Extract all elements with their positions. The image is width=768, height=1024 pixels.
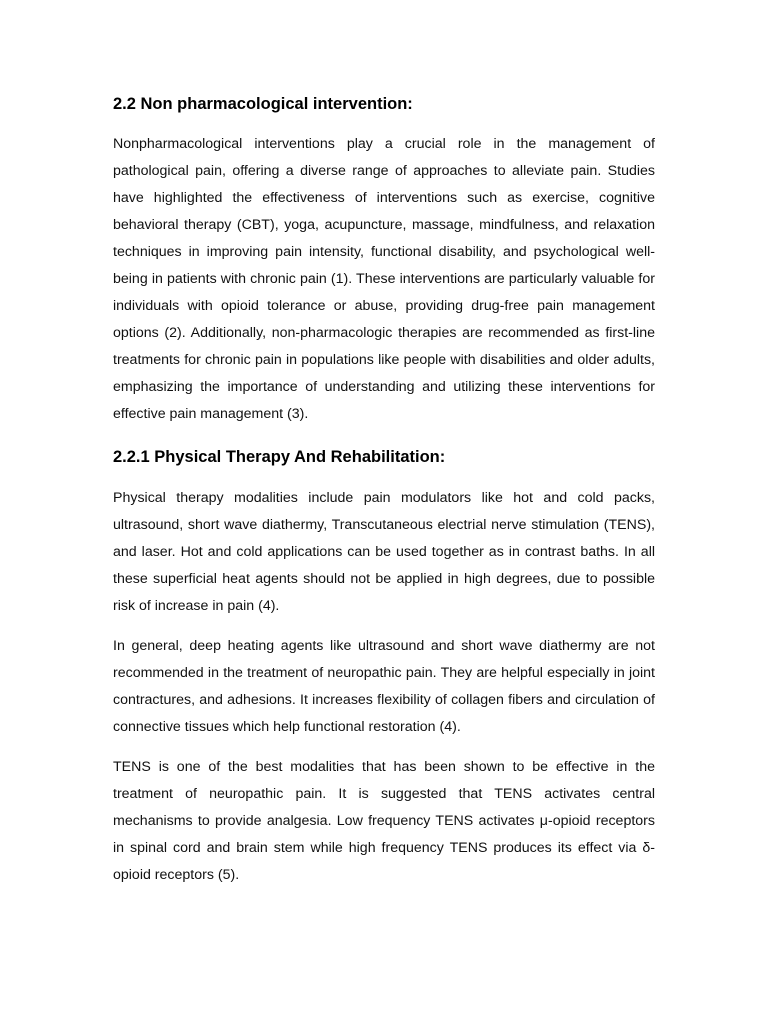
intro-paragraph: Nonpharmacological interventions play a crucial role in the management of pathological pain, offering a diverse range of approaches to alleviate pain. Studies have highlighted the effectiveness of interventions such as exercise, cognitive behavioral therapy (CBT), yoga, acupuncture, massage, mindfulness, and relaxation techniques in improving pain intensity, functional disability, and psychological well-being in patients with chronic pain (1). These interventions are particularly valuable for individuals with opioid tolerance or abuse, providing drug-free pain management options (2). Additionally, non-pharmacologic therapies are recommended as first-line treatments for chronic pain in populations like people with disabilities and older adults, emphasizing the importance of understanding and utilizing these interventions for effective pain management (3). [113, 136, 655, 422]
section-heading: 2.2 Non pharmacological intervention: [113, 95, 413, 113]
tens-paragraph: TENS is one of the best modalities that has been shown to be effective in the treatment of neuropathic pain. It is suggested that TENS activates central mechanisms to provide analgesia. Low frequency TENS activates μ-opioid receptors in spinal cord and brain stem while high frequency TENS produces its effect via δ-opioid receptors (5). [113, 759, 655, 883]
subsection-heading: 2.2.1 Physical Therapy And Rehabilitation: [113, 448, 446, 466]
physical-therapy-modalities-paragraph: Physical therapy modalities include pain modulators like hot and cold packs, ultrasound, short wave diathermy, Transcutaneous electrial nerve stimulation (TENS), and laser. Hot and cold applications can be used together as in contrast baths. In all these superficial heat agents should not be applied in high degrees, due to possible risk of increase in pain (4). [113, 490, 655, 614]
deep-heating-paragraph: In general, deep heating agents like ultrasound and short wave diathermy are not recommended in the treatment of neuropathic pain. They are helpful especially in joint contractures, and adhesions. It increases flexibility of collagen fibers and circulation of connective tissues which help functional restoration (4). [113, 638, 655, 735]
document-page [113, 90, 655, 902]
